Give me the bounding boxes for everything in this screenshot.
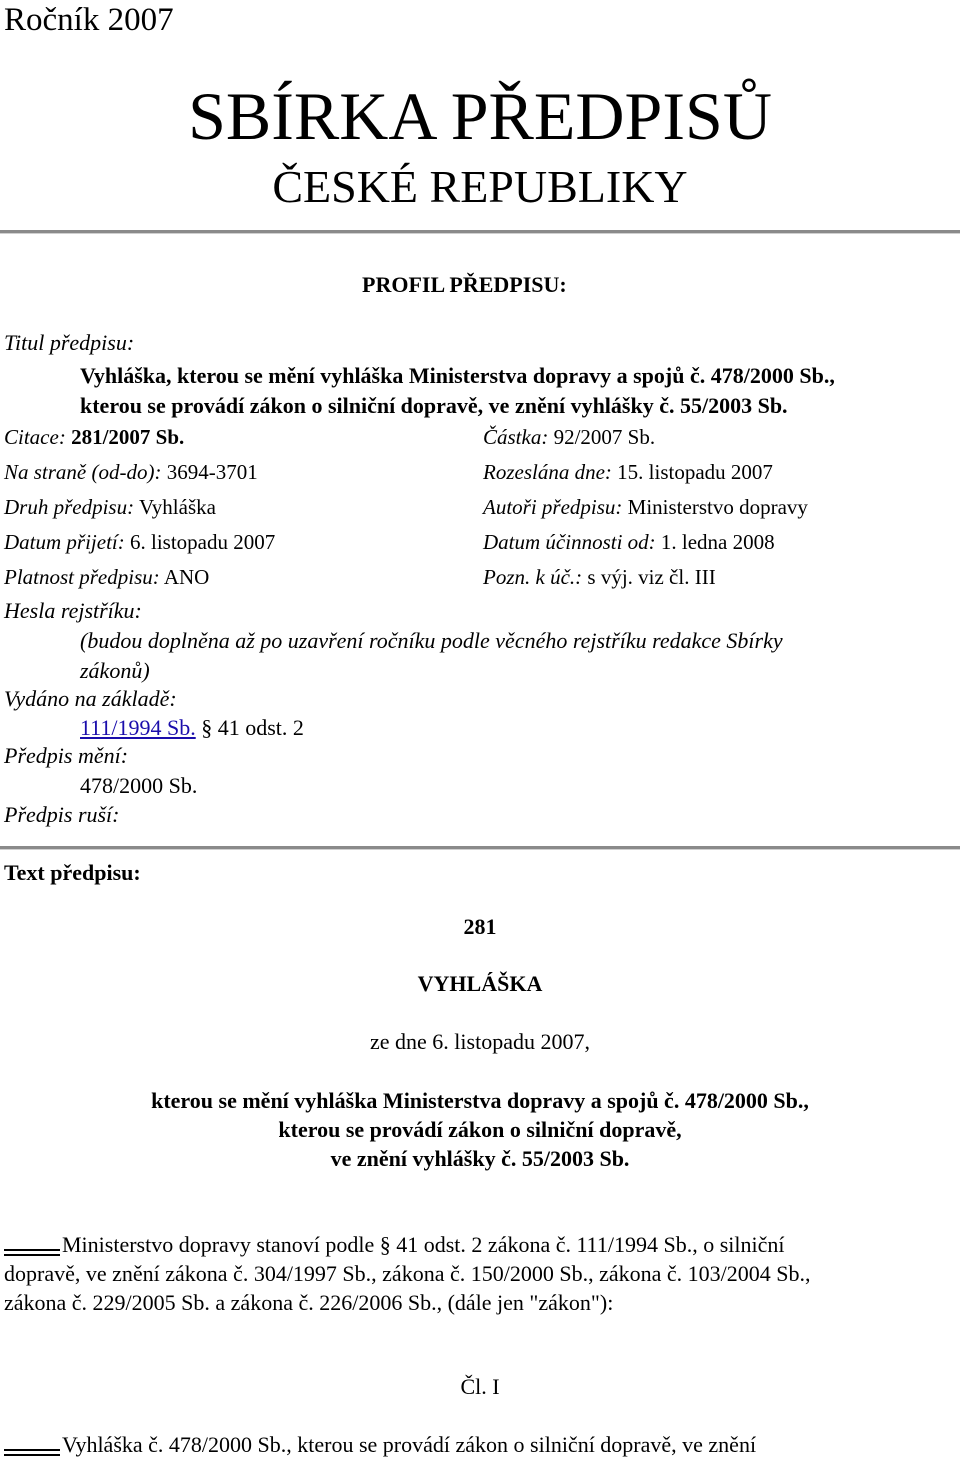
authors-label: Autoři předpisu: — [483, 495, 623, 519]
effective-value: 1. ledna 2008 — [660, 530, 775, 554]
amends-label: Předpis mění: — [4, 743, 129, 768]
regulation-kind: VYHLÁŠKA — [417, 971, 543, 996]
subject-line-3: ve znění vyhlášky č. 55/2003 Sb. — [330, 1146, 630, 1171]
citation-value: 281/2007 Sb. — [71, 425, 185, 449]
article-line-1: Vyhláška č. 478/2000 Sb., kterou se provádí zákon o silniční dopravě, ve znění — [62, 1432, 757, 1457]
index-label: Hesla rejstříku: — [4, 598, 142, 623]
title-line-2: kterou se provádí zákon o silniční dopravě, ve znění vyhlášky č. 55/2003 Sb. — [80, 393, 788, 418]
validity-value: ANO — [163, 565, 210, 589]
indent-rule — [4, 1249, 60, 1251]
authors-value: Ministerstvo dopravy — [627, 495, 808, 519]
validity-label: Platnost předpisu: — [4, 565, 160, 589]
index-line-2: zákonů) — [80, 658, 150, 683]
pages-row — [4, 460, 258, 484]
basis-rest: 41 odst. 2 — [217, 715, 304, 740]
preamble-line-3: zákona č. 229/2005 Sb. a zákona č. 226/2006 Sb., (dále jen "zákon"): — [4, 1290, 614, 1315]
repeals-label: Předpis ruší: — [4, 802, 120, 827]
text-heading: Text předpisu: — [4, 860, 141, 885]
adopted-label: Datum přijetí: — [4, 530, 125, 554]
subject-line-1: kterou se mění vyhláška Ministerstva dopravy a spojů č. 478/2000 Sb., — [151, 1088, 809, 1113]
republic-title: ČESKÉ REPUBLIKY — [272, 161, 688, 212]
authors-row — [483, 495, 808, 519]
index-line-1: (budou doplněna až po uzavření ročníku podle věcného rejstříku redakce Sbírky — [80, 628, 783, 653]
basis-label: Vydáno na základě: — [4, 686, 177, 711]
distributed-label: Rozeslána dne: — [483, 460, 612, 484]
basis-row — [80, 715, 304, 741]
adopted-row — [4, 530, 275, 554]
indent-rule — [4, 1454, 60, 1456]
regulation-number: 281 — [463, 914, 497, 939]
profile-heading: PROFIL PŘEDPISU: — [362, 272, 567, 297]
volume-label: Ročník 2007 — [4, 2, 174, 38]
section-sign-icon: § — [201, 715, 213, 740]
title-line-1: Vyhláška, kterou se mění vyhláška Ministerstva dopravy a spojů č. 478/2000 Sb., — [80, 363, 835, 388]
note-value: s výj. viz čl. III — [587, 565, 716, 589]
type-row — [4, 495, 216, 519]
type-label: Druh předpisu: — [4, 495, 135, 519]
title-label: Titul předpisu: — [4, 330, 135, 355]
pages-value: 3694-3701 — [166, 460, 258, 484]
effective-row — [483, 530, 775, 554]
preamble-line-2: dopravě, ve znění zákona č. 304/1997 Sb., zákona č. 150/2000 Sb., zákona č. 103/2004 Sb., — [4, 1261, 811, 1286]
effective-label: Datum účinnosti od: — [483, 530, 656, 554]
distributed-row — [483, 460, 773, 484]
preamble-line-1a: Ministerstvo dopravy stanoví podle — [62, 1232, 375, 1257]
article-heading: Čl. I — [460, 1374, 500, 1399]
header-divider — [0, 230, 960, 234]
validity-row — [4, 565, 209, 589]
basis-link[interactable]: 111/1994 Sb. — [80, 715, 196, 740]
note-row — [483, 565, 716, 589]
part-value: 92/2007 Sb. — [553, 425, 656, 449]
section-sign-icon: § — [379, 1232, 391, 1257]
subject-line-2: kterou se provádí zákon o silniční dopravě, — [278, 1117, 682, 1142]
collection-title: SBÍRKA PŘEDPISŮ — [188, 78, 772, 154]
part-label: Částka: — [483, 425, 549, 449]
citation-label: Citace: — [4, 425, 66, 449]
citation-row — [4, 425, 184, 449]
adopted-value: 6. listopadu 2007 — [130, 530, 276, 554]
amends-value: 478/2000 Sb. — [80, 773, 198, 798]
profile-divider — [0, 846, 960, 850]
preamble-line-1b: 41 odst. 2 zákona č. 111/1994 Sb., o silniční — [396, 1232, 785, 1257]
note-label: Pozn. k úč.: — [483, 565, 583, 589]
indent-rule — [4, 1449, 60, 1451]
part-row — [483, 425, 655, 449]
preamble-line-1 — [62, 1232, 784, 1258]
indent-rule — [4, 1254, 60, 1256]
type-value: Vyhláška — [138, 495, 216, 519]
distributed-value: 15. listopadu 2007 — [617, 460, 773, 484]
regulation-date: ze dne 6. listopadu 2007, — [370, 1029, 590, 1054]
pages-label: Na straně (od-do): — [4, 460, 162, 484]
